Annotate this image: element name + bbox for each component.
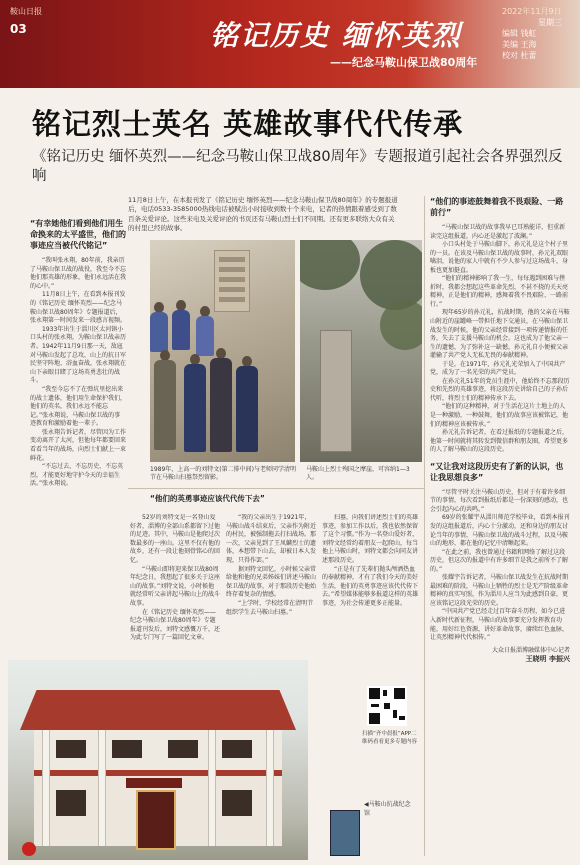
photo-2-caption: 马鞍山上烈士殉国之摩崖，可容纳1—3人。 — [306, 466, 410, 481]
column-4-paragraph: 扫墓，向我们讲述烈士们的英雄事迹，参加工作以后，我也依然保留了这个习惯。”作为一名登山爱好者，刘特文经常约着朋友一起爬山，每当他上马鞍山时，刘特文都会向同友讲述那段历史。 — [322, 514, 419, 564]
byline-reporters: 王晓明 李振兴 — [525, 655, 570, 664]
issue-weekday: 星期三 — [538, 18, 562, 27]
column-2-heading: “他们的英勇事迹应该代代传下去” — [150, 494, 265, 503]
sub-headline: 《铭记历史 缅怀英烈——纪念马鞍山保卫战80周年》专题报道引起社会各界强烈反响 — [32, 149, 563, 184]
column-5-paragraph: 在孙元礼51年的党员生涯中，他始终不忘那段历史和先烈的英雄事迹，将这段历史讲给自己的子孙后代听，将烈士们的精神传承下去。 — [430, 377, 570, 402]
column-4-paragraph: “正是有了先辈们抛头颅洒热血的奉献精神，才有了我们今天的美好生活，他们的英勇事迹应该代代传下去。”希望媒体能够多报道这样的英雄事迹，为社会传递更多正能量。 — [322, 565, 419, 607]
column-3-paragraph: “上学时，学校经常在清明节组织学生去马鞍山扫墓。” — [226, 599, 314, 616]
column-2-paragraph: 在《铭记历史 缅怀英烈——纪念马鞍山保卫战80周年》专题报道刊发后，刘特文感慨万千，还为此专门写了一篇回忆文章。 — [130, 608, 220, 642]
memorial-stele — [214, 250, 250, 312]
column-1 — [30, 218, 126, 658]
main-headline: 铭记烈士英名 英雄故事代代传承 — [32, 107, 464, 141]
column-5-heading-2: “又让我对这段历史有了新的认识，也让我思想良多” — [430, 461, 564, 482]
memorial-hall-photo — [8, 660, 308, 860]
column-2 — [130, 514, 220, 654]
column-1-quote: “有幸她他们看到他们用生命换来的太平盛世，他们的事迹应当被代代铭记” — [30, 219, 126, 250]
column-5-paragraph: “中国共产党已经走过百年奋斗历程，如今已进入新时代新征程，马鞍山的故事要充分发挥教育功能，用好红色资源，讲好革命故事，赓续红色血脉，让英烈精神代代相传。” — [430, 608, 569, 642]
column-5-paragraph: “马鞍山保卫战的故事我早已耳熟能详，但重新读完这组报道，内心还是激起了波澜。” — [430, 224, 566, 240]
series-subtitle: ——纪念马鞍山保卫战80周年 — [330, 56, 478, 69]
column-5-paragraph: 张耀宇告诉记者，马鞍山保卫战发生在抗战时期最困难的阶段，马鞍山上牺牲的烈士是无产阶级革命精神的真实写照，作为淄川人应当为此感到自豪，更应该铭记这段光荣的历史。 — [430, 574, 569, 607]
photo-1-caption: 1989年，上高一的刘特文(第二排中间)与老师同学清明节在马鞍山扫墓祭烈留影。 — [150, 466, 296, 481]
byline — [430, 647, 570, 664]
masthead-banner — [0, 0, 580, 88]
column-5-paragraph: “在此之前，我也曾通过书籍和网络了解过这段历史，但这次的报道中有许多细节是我之前所不了解的。” — [430, 548, 569, 573]
column-5-paragraph: 孙元礼告诉记者，在看过报纸的专题报道之后，他第一时间就将其转发到微信群和朋友圈，希望更多的人了解马鞍山的这段历史。 — [430, 429, 569, 454]
column-5-paragraph: 小口头村处于马鞍山脚下，孙元礼是这个村子里的一员。在该及马鞍山保卫战的故事时，孙元礼双眼噙泪，说他的家人中就有不少人参与过这场战斗，身板也更加挺直。 — [430, 241, 569, 274]
building-caption — [364, 800, 416, 818]
column-5-heading: “他们的事迹鼓舞着我不畏艰险、一路前行” — [430, 197, 564, 217]
column-1-paragraph: 张永翔告诉记者，尽管因为工作变动离开了太河，但他每年都要回来看看当年的战场，向烈士们献上一束鲜花。 — [30, 428, 126, 462]
edition-info — [502, 6, 562, 61]
column-3-paragraph: “我的父亲出生于1921年，马鞍山战斗结束后，父亲作为附近的村民，被强制拖去打扫战场。那一次，父亲见到了王凤麟烈士的遗体，本想带下山去，却被日本人发现，只得作罢。” — [226, 514, 316, 564]
column-1-paragraph: 11月8日上午，在看到本报刊发的《铭记历史 缅怀英烈——纪念马鞍山保卫战80周年》专题报道后，张永翔第一时间发来一段感言视频。 — [30, 291, 126, 325]
divider — [128, 488, 424, 489]
column-5-paragraph: “他们的精神影响了我一生，每每遇到困难与挫折时，我都会想起这些革命先烈，不甚不挠的关天亮精神，正是他们的精神，感舞着我不畏艰险、一路前行。” — [430, 275, 569, 308]
designer-credit: 美编 王海 — [502, 40, 537, 49]
hall-plaque — [126, 778, 182, 788]
byline-organization: 大众日报淄博融媒体中心记者 — [491, 646, 570, 654]
caption-pointer-icon: ◀ — [364, 801, 369, 808]
column-divider — [424, 196, 425, 856]
column-2-paragraph: 52岁的刘特文是一名登山爱好者，淄博的全部山系都留下过他的足迹。其中，马鞍山是他爬过次数最多的一座山。这里不仅有他的故乡，还有一段让他刻骨铭心的回忆。 — [130, 514, 220, 564]
column-5-paragraph: “他们的这种精神，对于生活在这片土地上的人是一种激励，一种鼓舞，他们的故事应该被铭记，他们的精神应该被传承。” — [430, 403, 569, 428]
mountain-cliff-photo — [300, 240, 422, 462]
column-1-paragraph: “我至今忘不了在弹坑里挖出来的战士遗体，他们用生命保护我们，他们的英名，我们永远不能忘记。”张永翔说，马鞍山保卫战的事迹教育和激励着他一辈子。 — [30, 385, 126, 428]
column-4 — [322, 514, 420, 654]
building-caption-text: 马鞍山抗战纪念馆 — [364, 801, 411, 817]
column-1-paragraph: “我叫张永翔，80年前，我亲历了马鞍山保卫战的战役，我至今不忘他们那英雄的形象，他们永远活在我的心中。” — [30, 257, 126, 290]
column-5-paragraph: 于是，在1971年，孙元礼光荣加入了中国共产党，成为了一名光荣的共产党员。 — [430, 360, 566, 377]
intro-paragraph: 11月8日上午，在本报刊发了《铭记历史 缅怀英烈——纪念马鞍山保卫战80周年》的专题报道后，电话0533-3585000热线电话被赋出小时接收到数十个来电，记者的热情跟着感受到了数百条关爱评论。这些来电及关爱评论的书页还有马鞍山烈士们不同期。还有更多联络大众有关的村里已经的故事。 — [128, 196, 398, 233]
page-number: 03 — [10, 22, 27, 36]
qr-scan-caption: 扫描“齐中晨报”APP二维码看看更多专题内容 — [362, 731, 418, 745]
proofreader-credit: 校对 杜蕾 — [502, 51, 537, 60]
column-3-paragraph: 据刘特文回忆，小时候父亲常给他和他的兄弟姊妹们讲述马鞍山保卫战的故事，对于那段历史他始终存着复杂的情感。 — [226, 565, 316, 599]
app-qr-code[interactable] — [367, 686, 407, 726]
column-5-paragraph: 现年65岁的孙元礼，抗战时期，他的父亲在马鞍山附近的崖罐峰一带担任地下交通员，在马鞍山保卫战发生的时候，他的父亲经常接到一项传递情报的任务，失去了支援马鞍山的机会。这也成为了他父亲一生的遗憾，为了弥补这一缺憾，孙元礼自小便被父亲灌输了共产党人无私无畏的奉献精神。 — [430, 309, 570, 360]
column-1-paragraph: 1933年出生于淄川区太河镇小口头村的张永翔，为鞍山保卫战亲历者。1942年11月9日那一天，敌寇对马鞍山发起了总攻，山上的抗日军民坚守阵地、浴血奋战，张永翔就在山下亲眼目睹了这场英勇悲壮的战斗。 — [30, 325, 126, 385]
hall-door — [136, 790, 176, 850]
column-2-paragraph: “马鞍山即将迎来保卫战80周年纪念日，我想起了很多关于这座山的故事。”刘特文说，小时候他就经常听父亲讲起马鞍山上的战斗故事。 — [130, 565, 220, 607]
issue-date: 2022年11月9日 — [502, 7, 562, 16]
column-5 — [430, 196, 570, 860]
column-5-paragraph: 69岁的张耀宇从淄川师范学校毕业，看到本报刊发的这组报道后，内心十分激动，还和身边的朋友讨论当年的事情，马鞍山保卫战的战斗过程，以及马鞍山的地形，都在他的记忆中清晰起来。 — [430, 514, 570, 548]
party-emblem-icon — [22, 842, 36, 856]
cliff-monument — [320, 330, 352, 452]
editor-credit: 编辑 钱虹 — [502, 29, 537, 38]
hall-signboard — [330, 810, 360, 856]
column-5-paragraph: “尽管平时关注马鞍山历史，但对于有着许多细节的事情，每次看到报纸后都是一份深刻的感动，也会引起内心的共鸣。” — [430, 488, 569, 513]
students-memorial-photo — [150, 240, 295, 462]
paper-name: 鞍山日报 — [10, 7, 42, 16]
series-title: 铭记历史 缅怀英烈 — [210, 19, 462, 52]
column-1-paragraph: “不忘过去，不忘历史，不忘英烈，才能更好地守护今天的幸福生活。”张永翔说。 — [30, 463, 124, 488]
column-3 — [226, 514, 316, 654]
